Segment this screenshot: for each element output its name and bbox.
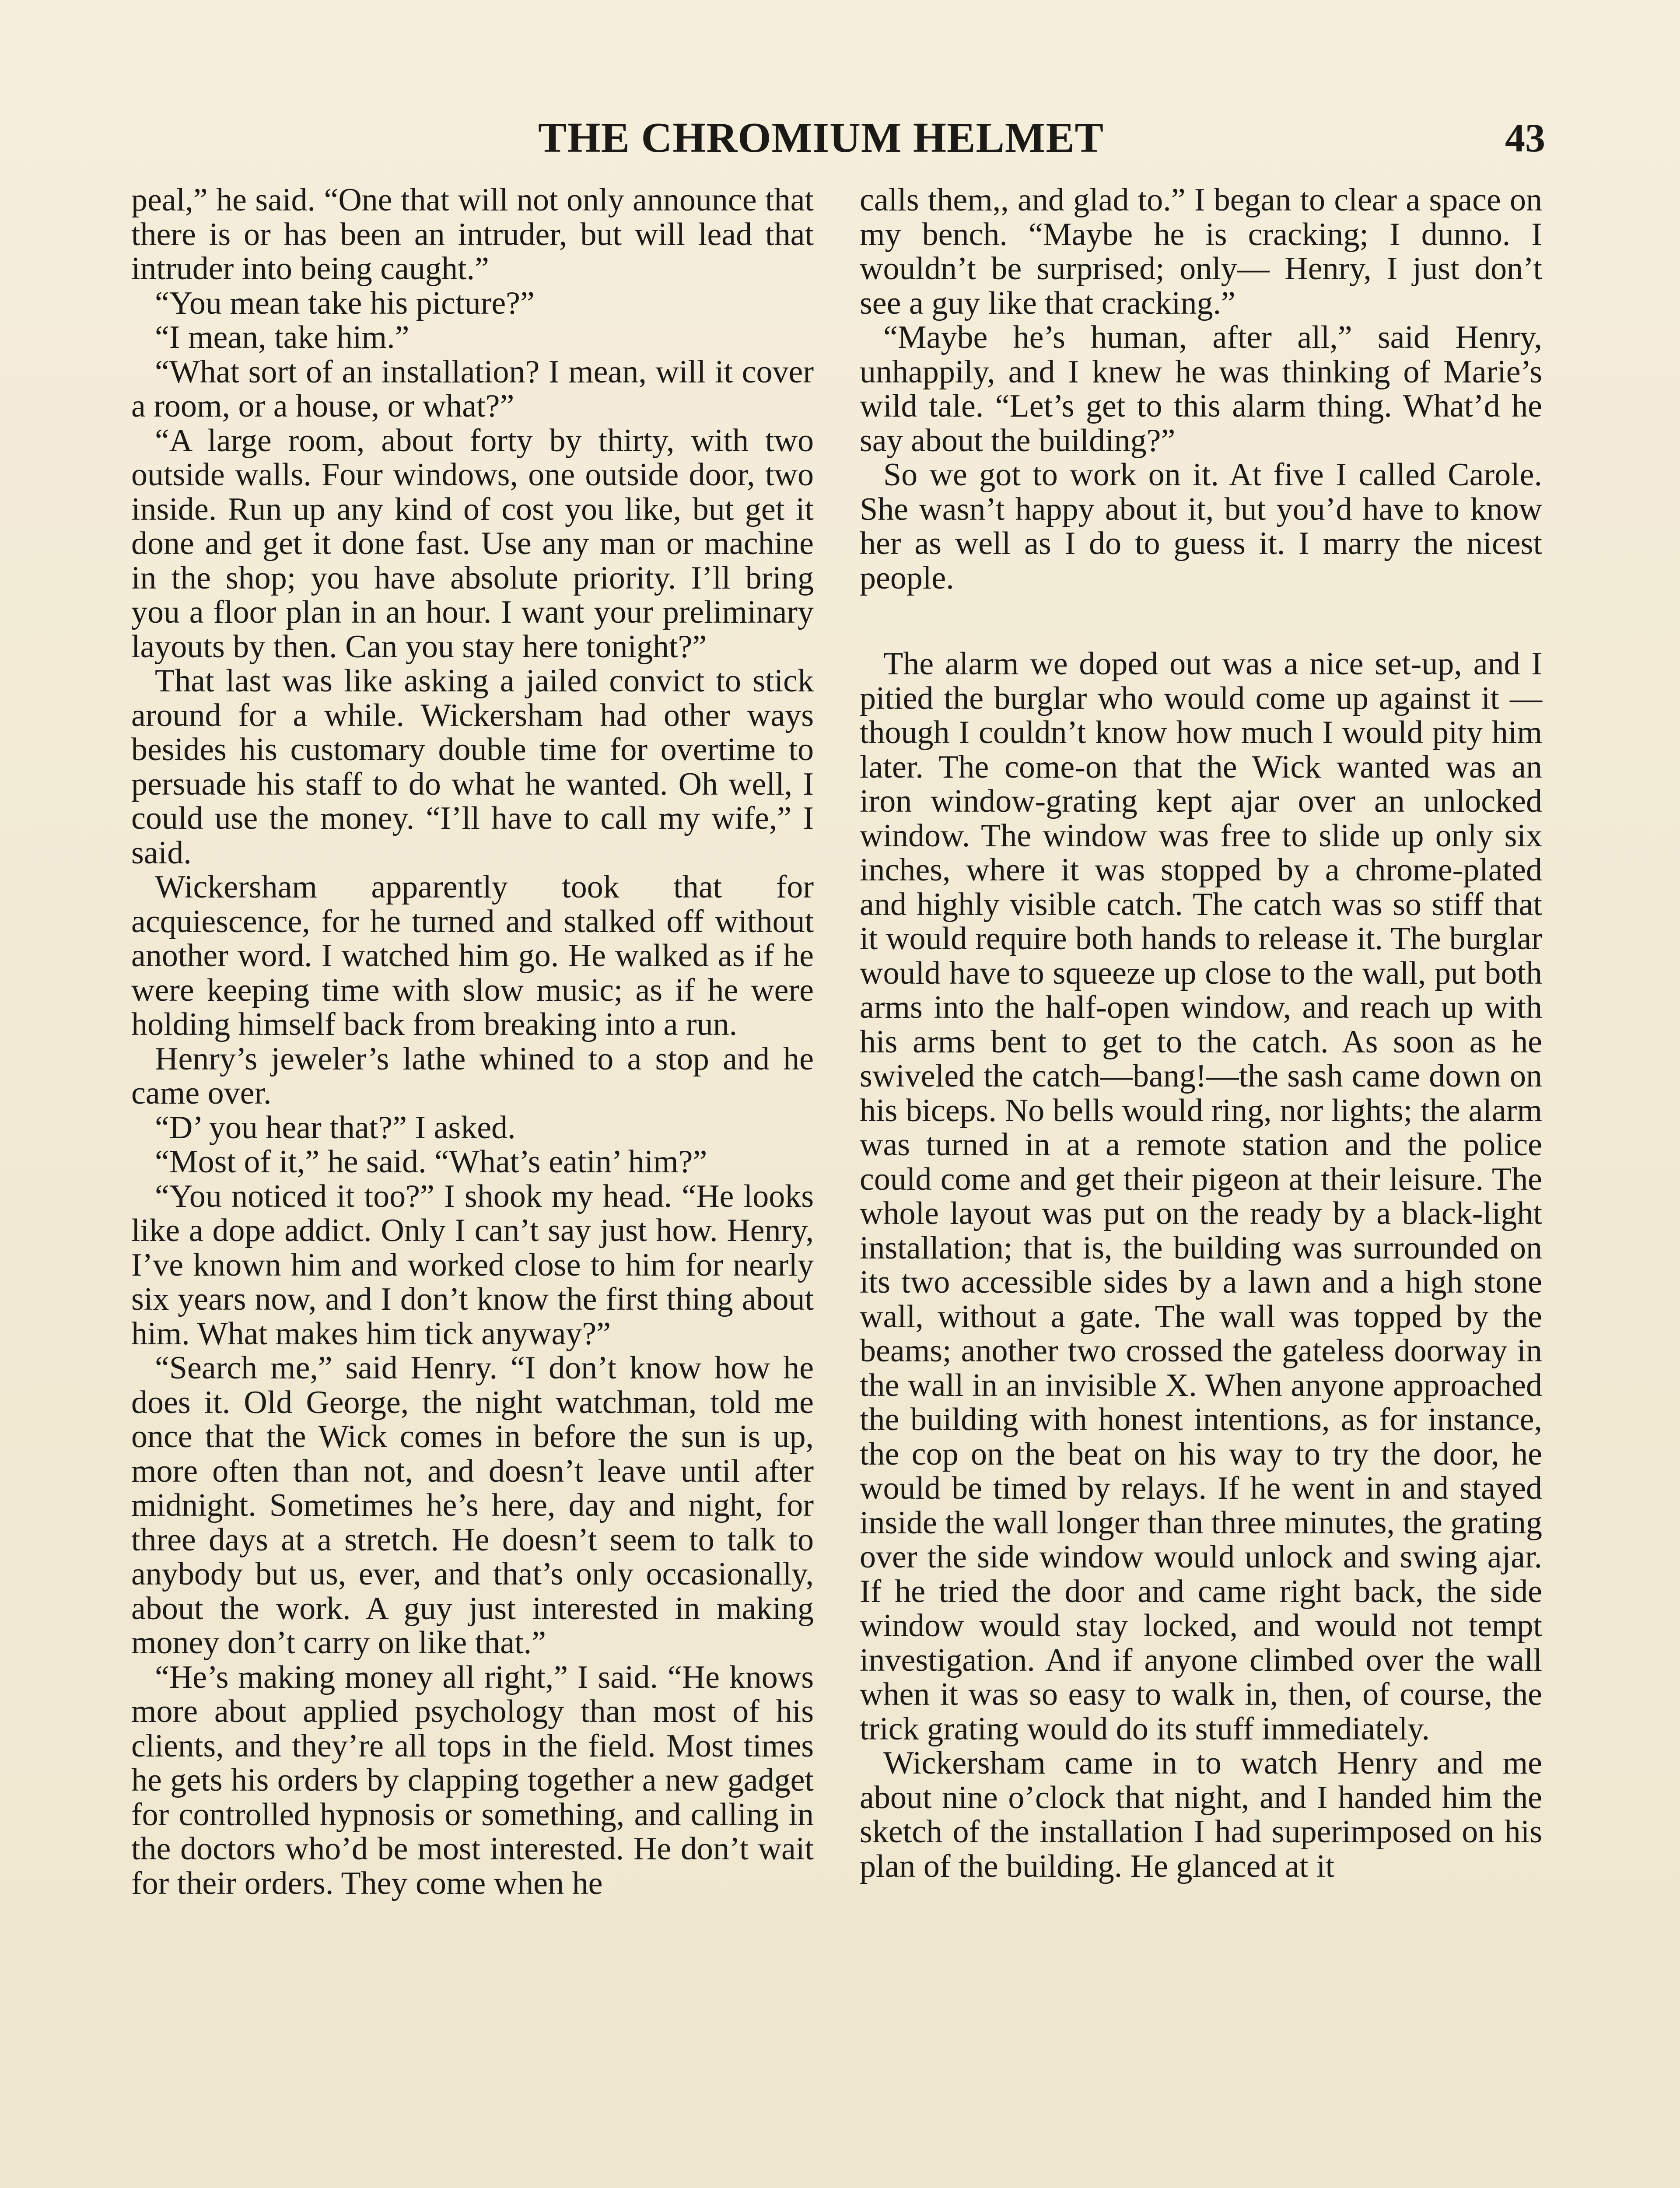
paragraph: “Most of it,” he said. “What’s eatin’ him?” <box>155 1144 707 1180</box>
paragraph: “You mean take his picture?” <box>155 285 535 321</box>
paragraph: “What sort of an installation? I mean, will it cover a room, or a house, or what?” <box>131 354 814 424</box>
section-break <box>860 595 1542 647</box>
paragraph: “D’ you hear that?” I asked. <box>155 1109 516 1146</box>
page-number: 43 <box>1505 116 1545 160</box>
paragraph: “I mean, take him.” <box>155 319 410 355</box>
paragraph: Henry’s jeweler’s lathe whined to a stop and he came over. <box>131 1041 814 1111</box>
left-text-column <box>131 183 814 1900</box>
paragraph: The alarm we doped out was a nice set-up, and I pitied the burglar who would come up against it — though I couldn’t know how much I would pity him later. The come-on that the Wick wanted was an iron window-grating kept ajar over an unlocked window. The window was free to slide up only six inches, where it was stopped by a chrome-plated and highly visible catch. The catch was so stiff that it would require both hands to release it. The burglar would have to squeeze up close to the wall, put both arms into the half-open window, and reach up with his arms bent to get to the catch. As soon as he swiveled the catch—bang!—the sash came down on his biceps. No bells would ring, nor lights; the alarm was turned in at a remote station and the police could come and get their pigeon at their leisure. The whole layout was put on the ready by a black-light installation; that is, the building was surrounded on its two accessible sides by a lawn and a high stone wall, without a gate. The wall was topped by the beams; another two crossed the gateless doorway in the wall in an invisible X. When anyone approached the building with honest intentions, as for instance, the cop on the beat on his way to try the door, he would be timed by relays. If he went in and stayed inside the wall longer than three minutes, the grating over the side window would unlock and swing ajar. If he tried the door and came right back, the side window would stay locked, and would not tempt investigation. And if anyone climbed over the wall when it was so easy to walk in, then, of course, the trick grating would do its stuff immediately. <box>860 646 1542 1747</box>
paragraph: “You noticed it too?” I shook my head. “He looks like a dope addict. Only I can’t say just how. Henry, I’ve known him and worked close to him for nearly six years now, and I don’t know the first thing about him. What makes him tick anyway?” <box>131 1178 814 1352</box>
paragraph: So we got to work on it. At five I called Carole. She wasn’t happy about it, but you’d have to know her as well as I do to guess it. I marry the nicest people. <box>860 457 1542 596</box>
paragraph: calls them,, and glad to.” I began to clear a space on my bench. “Maybe he is cracking; I dunno. I wouldn’t be surprised; only— Henry, I just don’t see a guy like that cracking.” <box>860 182 1542 321</box>
paragraph: That last was like asking a jailed convict to stick around for a while. Wickersham had other ways besides his customary double time for overtime to persuade his staff to do what he wanted. Oh well, I could use the money. “I’ll have to call my wife,” I said. <box>131 663 814 871</box>
paragraph: “Search me,” said Henry. “I don’t know how he does it. Old George, the night watchman, told me once that the Wick comes in before the sun is up, more often than not, and doesn’t leave until after midnight. Sometimes he’s here, day and night, for three days at a stretch. He doesn’t seem to talk to anybody but us, ever, and that’s only occasionally, about the work. A guy just interested in making money don’t carry on like that.” <box>131 1350 814 1661</box>
paragraph: Wickersham came in to watch Henry and me about nine o’clock that night, and I handed him the sketch of the installation I had superimposed on his plan of the building. He glanced at it <box>860 1745 1542 1884</box>
page-header <box>0 109 1680 166</box>
paragraph: Wickersham apparently took that for acquiescence, for he turned and stalked off without another word. I watched him go. He walked as if he were keeping time with slow music; as if he were holding himself back from breaking into a run. <box>131 869 814 1042</box>
paragraph: “He’s making money all right,” I said. “He knows more about applied psychology than most of his clients, and they’re all tops in the field. Most times he gets his orders by clapping together a new gadget for controlled hypnosis or something, and calling in the doctors who’d be most interested. He don’t wait for their orders. They come when he <box>131 1659 814 1901</box>
running-title: THE CHROMIUM HELMET <box>538 114 1104 161</box>
paragraph: peal,” he said. “One that will not only announce that there is or has been an intruder, but will lead that intruder into being caught.” <box>131 182 814 287</box>
right-text-column <box>860 183 1542 1883</box>
paragraph: “A large room, about forty by thirty, with two outside walls. Four windows, one outside door, two inside. Run up any kind of cost you like, but get it done and get it done fast. Use any man or machine in the shop; you have absolute priority. I’ll bring you a floor plan in an hour. I want your preliminary layouts by then. Can you stay here tonight?” <box>131 422 814 665</box>
paragraph: “Maybe he’s human, after all,” said Henry, unhappily, and I knew he was thinking of Marie’s wild tale. “Let’s get to this alarm thing. What’d he say about the building?” <box>860 319 1542 459</box>
